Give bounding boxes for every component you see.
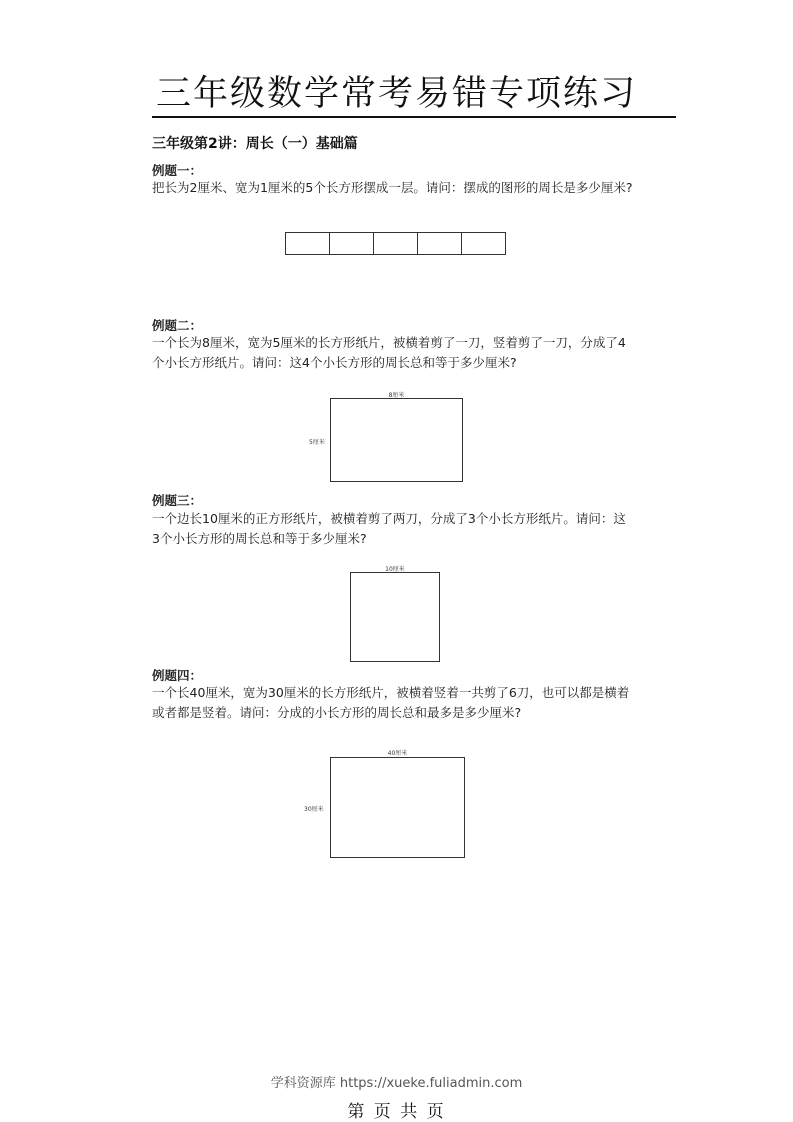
page-number: 第 页 共 页	[347, 1102, 446, 1122]
title-divider	[152, 116, 676, 118]
source-link[interactable]: 学科资源库 https://xueke.fuliadmin.com	[270, 1076, 523, 1091]
example-3-line-1: 一个边长10厘米的正方形纸片，被横着剪了两刀，分成了3个小长方形纸片。请问：这	[152, 511, 626, 526]
example-2-rectangle	[330, 398, 463, 482]
example-1-figure	[285, 232, 506, 255]
example-4-length-label: 40厘米	[387, 750, 408, 757]
rectangle-cell	[373, 232, 418, 255]
example-3-side-label: 10厘米	[385, 566, 405, 573]
example-4-rectangle	[330, 757, 465, 858]
example-2-length-label: 8厘米	[388, 392, 405, 399]
example-3-label: 例题三：	[152, 493, 203, 508]
rectangle-cell	[329, 232, 374, 255]
example-1-line-1: 把长为2厘米、宽为1厘米的5个长方形摆成一层。请问：摆成的图形的周长是多少厘米?	[152, 180, 633, 195]
example-2-line-2: 个小长方形纸片。请问：这4个小长方形的周长总和等于多少厘米?	[152, 355, 517, 370]
example-2-text	[152, 333, 680, 373]
example-4-width-label: 30厘米	[304, 806, 324, 813]
rectangle-cell	[417, 232, 462, 255]
rectangle-cell	[285, 232, 330, 255]
rectangle-cell	[461, 232, 506, 255]
example-2-width-label: 5厘米	[309, 439, 325, 446]
example-2-label: 例题二：	[152, 318, 203, 333]
page-title: 三年级数学常考易错专项练习	[155, 74, 637, 114]
lesson-title: 三年级第2讲：周长（一）基础篇	[152, 136, 358, 152]
example-2-line-1: 一个长为8厘米，宽为5厘米的长方形纸片，被横着剪了一刀，竖着剪了一刀，分成了4	[152, 335, 626, 350]
example-3-text	[152, 509, 680, 549]
example-4-label: 例题四：	[152, 668, 203, 683]
example-4-line-2: 或者都是竖着。请问：分成的小长方形的周长总和最多是多少厘米?	[152, 705, 522, 720]
example-4-line-1: 一个长40厘米，宽为30厘米的长方形纸片，被横着竖着一共剪了6刀，也可以都是横着	[152, 685, 630, 700]
example-3-line-2: 3个小长方形的周长总和等于多少厘米?	[152, 531, 367, 546]
example-1-text	[152, 178, 680, 198]
example-1-label: 例题一：	[152, 163, 203, 178]
example-4-text	[152, 683, 680, 723]
example-3-square	[350, 572, 440, 662]
